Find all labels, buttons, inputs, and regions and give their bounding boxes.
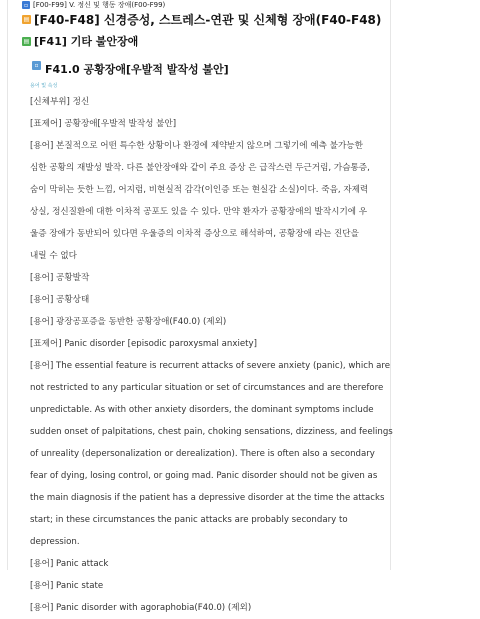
definition-body xyxy=(30,91,393,619)
body-line: 심한 공황의 재발성 발작. 다른 불안장애와 같이 주요 증상 은 급작스런 두근거림, 가슴통증, xyxy=(30,163,370,173)
chapter-badge-icon: ▤ xyxy=(23,16,30,23)
body-line: [용어] Panic attack xyxy=(30,559,109,569)
body-line: [용어] 공황상태 xyxy=(30,295,90,305)
heading-level2[interactable] xyxy=(22,33,138,49)
body-line: 상실, 정신질환에 대한 이차적 공포도 있을 수 있다. 만약 환자가 공황장애의 발작시기에 우 xyxy=(30,207,368,217)
heading-level3-text: F41.0 공황장애[우발적 발작성 불안] xyxy=(45,63,229,76)
heading-level3 xyxy=(32,61,229,77)
body-line: not restricted to any particular situation or set of circumstances and are therefore xyxy=(30,383,384,393)
body-line: unpredictable. As with other anxiety disorders, the dominant symptoms include xyxy=(30,405,374,415)
content-frame xyxy=(7,0,393,613)
body-line: [용어] Panic disorder with agoraphobia(F40.0) (제외) xyxy=(30,603,252,613)
heading-level2-text: [F41] 기타 불안장애 xyxy=(34,35,139,48)
body-line: start; in these circumstances the panic attacks are probably secondary to xyxy=(30,515,348,525)
breadcrumb-badge-icon: ▫ xyxy=(23,1,29,9)
category-badge-icon: ▤ xyxy=(23,37,30,45)
body-line: [신체부위] 정신 xyxy=(30,97,90,107)
heading-level1[interactable] xyxy=(22,11,381,28)
body-line: 내릴 수 없다 xyxy=(30,251,77,261)
body-line: 울증 장애가 동반되어 있다면 우울증의 이차적 증상으로 해석하여, 공황장애 라는 진단을 xyxy=(30,229,359,239)
body-line: [용어] 본질적으로 어떤 특수한 상황이나 환경에 제약받지 않으며 그렇기에 예측 불가능한 xyxy=(30,141,363,151)
body-line: [용어] The essential feature is recurrent attacks of severe anxiety (panic), which are xyxy=(30,361,391,371)
code-badge-icon: ▫ xyxy=(32,61,41,70)
body-line: [표제어] 공황장애[우발적 발작성 불안] xyxy=(30,119,177,129)
body-line: [용어] 공황발작 xyxy=(30,273,90,283)
breadcrumb[interactable] xyxy=(22,0,165,10)
body-line: the main diagnosis if the patient has a depressive disorder at the time the attacks xyxy=(30,493,385,503)
body-line: fear of dying, losing control, or going mad. Panic disorder should not be given as xyxy=(30,471,378,481)
terms-subheading: 용어 및 속성 xyxy=(30,83,58,89)
breadcrumb-text: [F00-F99] V. 정신 및 행동 장애(F00-F99) xyxy=(33,1,166,9)
body-line: sudden onset of palpitations, chest pain, choking sensations, dizziness, and feelings xyxy=(30,427,393,437)
body-line: of unreality (depersonalization or derealization). There is often also a secondary xyxy=(30,449,375,459)
body-line: depression. xyxy=(30,537,80,547)
body-line: 숨이 막히는 듯한 느낌, 어지럼, 비현실적 감각(이인증 또는 현실감 소실)이다. 죽음, 자제력 xyxy=(30,185,369,195)
heading-level1-text: [F40-F48] 신경증성, 스트레스-연관 및 신체형 장애(F40-F48) xyxy=(34,13,382,27)
body-line: [용어] 광장공포증을 동반한 공황장애(F40.0) (제외) xyxy=(30,317,227,327)
body-line: [표제어] Panic disorder [episodic paroxysmal anxiety] xyxy=(30,339,257,349)
body-line: [용어] Panic state xyxy=(30,581,104,591)
